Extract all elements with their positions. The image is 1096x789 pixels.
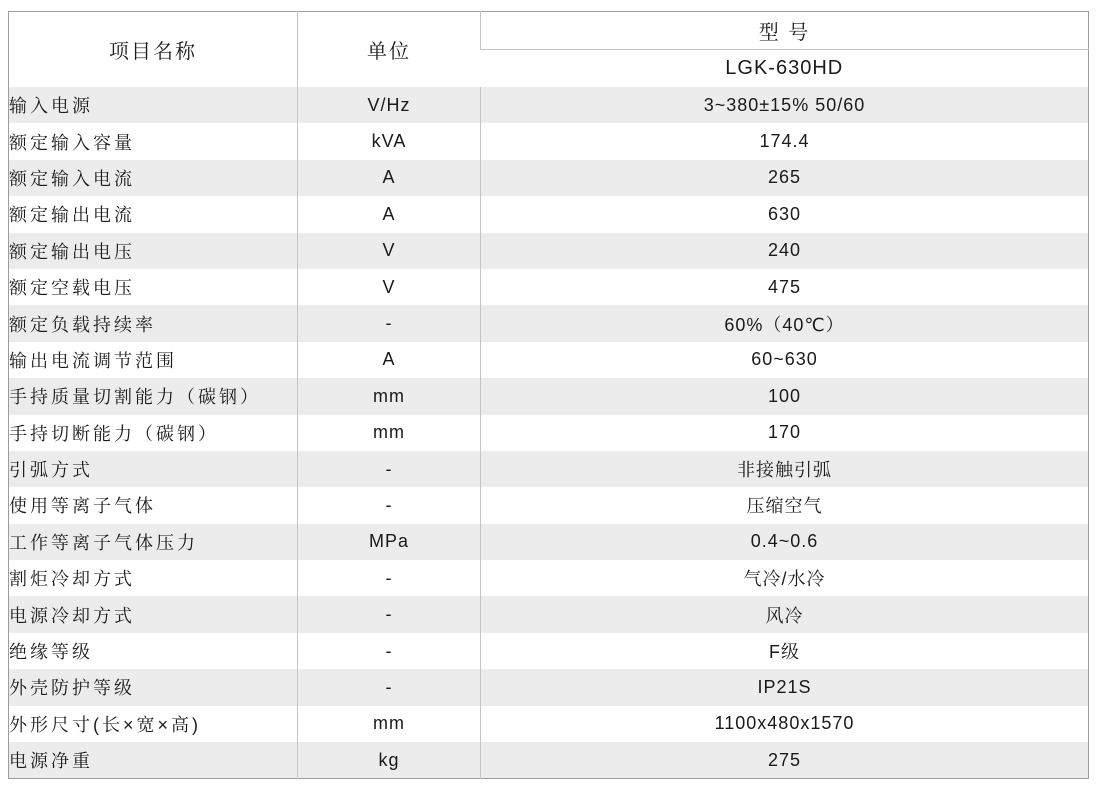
row-unit: A [298,342,481,378]
row-value: 265 [481,160,1089,196]
row-unit: kVA [298,123,481,159]
spec-table-header [9,12,1089,88]
row-item-label: 割炬冷却方式 [9,569,135,590]
row-item-label: 使用等离子气体 [9,496,156,517]
row-unit: V [298,233,481,269]
row-unit: - [298,487,481,523]
spec-table-body [9,87,1089,779]
header-model-value: LGK-630HD [481,50,1089,88]
row-value: 风冷 [481,596,1089,632]
row-item-label: 手持切断能力（碳钢） [9,423,219,444]
row-unit: - [298,596,481,632]
row-value: 630 [481,196,1089,232]
table-row [9,123,1089,159]
spec-table [8,11,1089,779]
row-item-label: 额定输出电流 [9,205,135,226]
row-value: 174.4 [481,123,1089,159]
row-item-label: 引弧方式 [9,460,93,481]
table-row [9,560,1089,596]
table-row [9,87,1089,123]
row-value: 275 [481,742,1089,779]
row-unit: - [298,633,481,669]
table-row [9,305,1089,341]
table-row [9,669,1089,705]
row-unit: mm [298,706,481,742]
row-value: 100 [481,378,1089,414]
table-row [9,160,1089,196]
table-row [9,233,1089,269]
row-value: 60~630 [481,342,1089,378]
table-row [9,487,1089,523]
row-item-label: 额定输入容量 [9,132,135,153]
header-row-top [9,12,1089,50]
row-item-label: 外壳防护等级 [9,678,135,699]
row-unit: mm [298,415,481,451]
table-row [9,342,1089,378]
row-item-label: 额定输入电流 [9,168,135,189]
row-item-label: 输入电源 [9,96,93,117]
row-value: 非接触引弧 [481,451,1089,487]
row-unit: MPa [298,524,481,560]
row-value: 475 [481,269,1089,305]
row-item-label: 电源冷却方式 [9,605,135,626]
row-value: 气冷/水冷 [481,560,1089,596]
row-item-label: 工作等离子气体压力 [9,532,198,553]
row-item-label: 额定空载电压 [9,278,135,299]
row-value: 0.4~0.6 [481,524,1089,560]
row-item-label: 输出电流调节范围 [9,350,177,371]
table-row [9,524,1089,560]
row-value: 170 [481,415,1089,451]
row-value: 压缩空气 [481,487,1089,523]
row-item-label: 额定输出电压 [9,241,135,262]
row-item-label: 手持质量切割能力（碳钢） [9,387,261,408]
row-unit: - [298,305,481,341]
row-item-label: 电源净重 [9,751,93,772]
row-value: 1100x480x1570 [481,706,1089,742]
row-value: IP21S [481,669,1089,705]
row-value: F级 [481,633,1089,669]
row-unit: - [298,669,481,705]
table-row [9,742,1089,779]
header-unit: 单位 [298,12,481,88]
table-row [9,378,1089,414]
table-row [9,415,1089,451]
row-item-label: 额定负载持续率 [9,314,156,335]
row-unit: V [298,269,481,305]
header-item-name: 项目名称 [9,12,298,88]
row-unit: A [298,196,481,232]
row-value: 3~380±15% 50/60 [481,87,1089,123]
table-row [9,596,1089,632]
table-row [9,706,1089,742]
row-unit: - [298,560,481,596]
row-item-label: 绝缘等级 [9,642,93,663]
row-unit: - [298,451,481,487]
row-value: 240 [481,233,1089,269]
table-row [9,269,1089,305]
row-item-label: 外形尺寸(长×宽×高) [9,714,202,735]
row-unit: kg [298,742,481,779]
row-value: 60%（40℃） [481,305,1089,341]
table-row [9,451,1089,487]
header-model: 型 号 [481,12,1089,50]
table-row [9,633,1089,669]
table-row [9,196,1089,232]
row-unit: A [298,160,481,196]
row-unit: V/Hz [298,87,481,123]
row-unit: mm [298,378,481,414]
